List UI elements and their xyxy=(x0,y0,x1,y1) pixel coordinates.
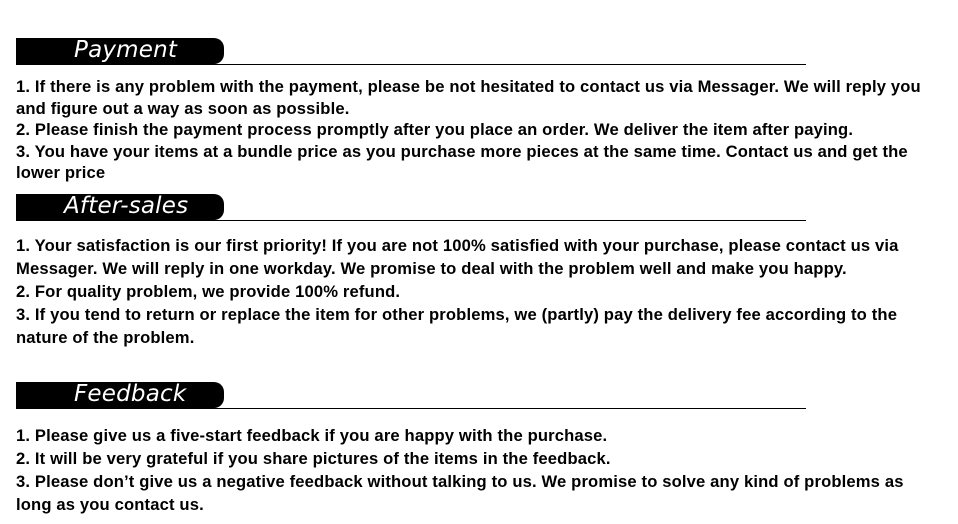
feedback-header-rule xyxy=(16,408,806,409)
after-sales-title: After-sales xyxy=(64,193,189,219)
after-sales-header xyxy=(16,194,946,222)
after-sales-item-2: 2. For quality problem, we provide 100% refund. xyxy=(16,282,401,301)
after-sales-section xyxy=(16,194,946,349)
payment-section xyxy=(16,38,946,184)
after-sales-list xyxy=(16,234,951,349)
feedback-header xyxy=(16,382,946,410)
after-sales-header-tab xyxy=(16,194,224,220)
payment-item-2: 2. Please finish the payment process promptly after you place an order. We deliver the item after paying. xyxy=(16,120,854,139)
payment-item-3: 3. You have your items at a bundle price as you purchase more pieces at the same time. Contact us and get the lower price xyxy=(16,141,908,182)
feedback-item-1: 1. Please give us a five-start feedback if you are happy with the purchase. xyxy=(16,426,608,445)
feedback-item-2: 2. It will be very grateful if you share pictures of the items in the feedback. xyxy=(16,449,611,468)
after-sales-header-rule xyxy=(16,220,806,221)
feedback-header-tab xyxy=(16,382,224,408)
payment-title: Payment xyxy=(74,37,178,63)
feedback-title: Feedback xyxy=(74,381,187,407)
payment-item-1: 1. If there is any problem with the payment, please be not hesitated to contact us via Messager. We will reply you and figure out a way as soon as possible. xyxy=(16,77,921,118)
payment-list xyxy=(16,76,931,184)
payment-header-rule xyxy=(16,64,806,65)
after-sales-item-3: 3. If you tend to return or replace the item for other problems, we (partly) pay the delivery fee according to the nature of the problem. xyxy=(16,305,898,347)
payment-header xyxy=(16,38,946,66)
feedback-list xyxy=(16,424,916,516)
feedback-item-3: 3. Please don’t give us a negative feedback without talking to us. We promise to solve any kind of problems as long as you contact us. xyxy=(16,472,904,514)
feedback-section xyxy=(16,382,946,516)
payment-header-tab xyxy=(16,38,224,64)
after-sales-item-1: 1. Your satisfaction is our first priority! If you are not 100% satisfied with your purchase, please contact us via Messager. We will reply in one workday. We promise to deal with the problem well and make you happy. xyxy=(16,236,899,278)
